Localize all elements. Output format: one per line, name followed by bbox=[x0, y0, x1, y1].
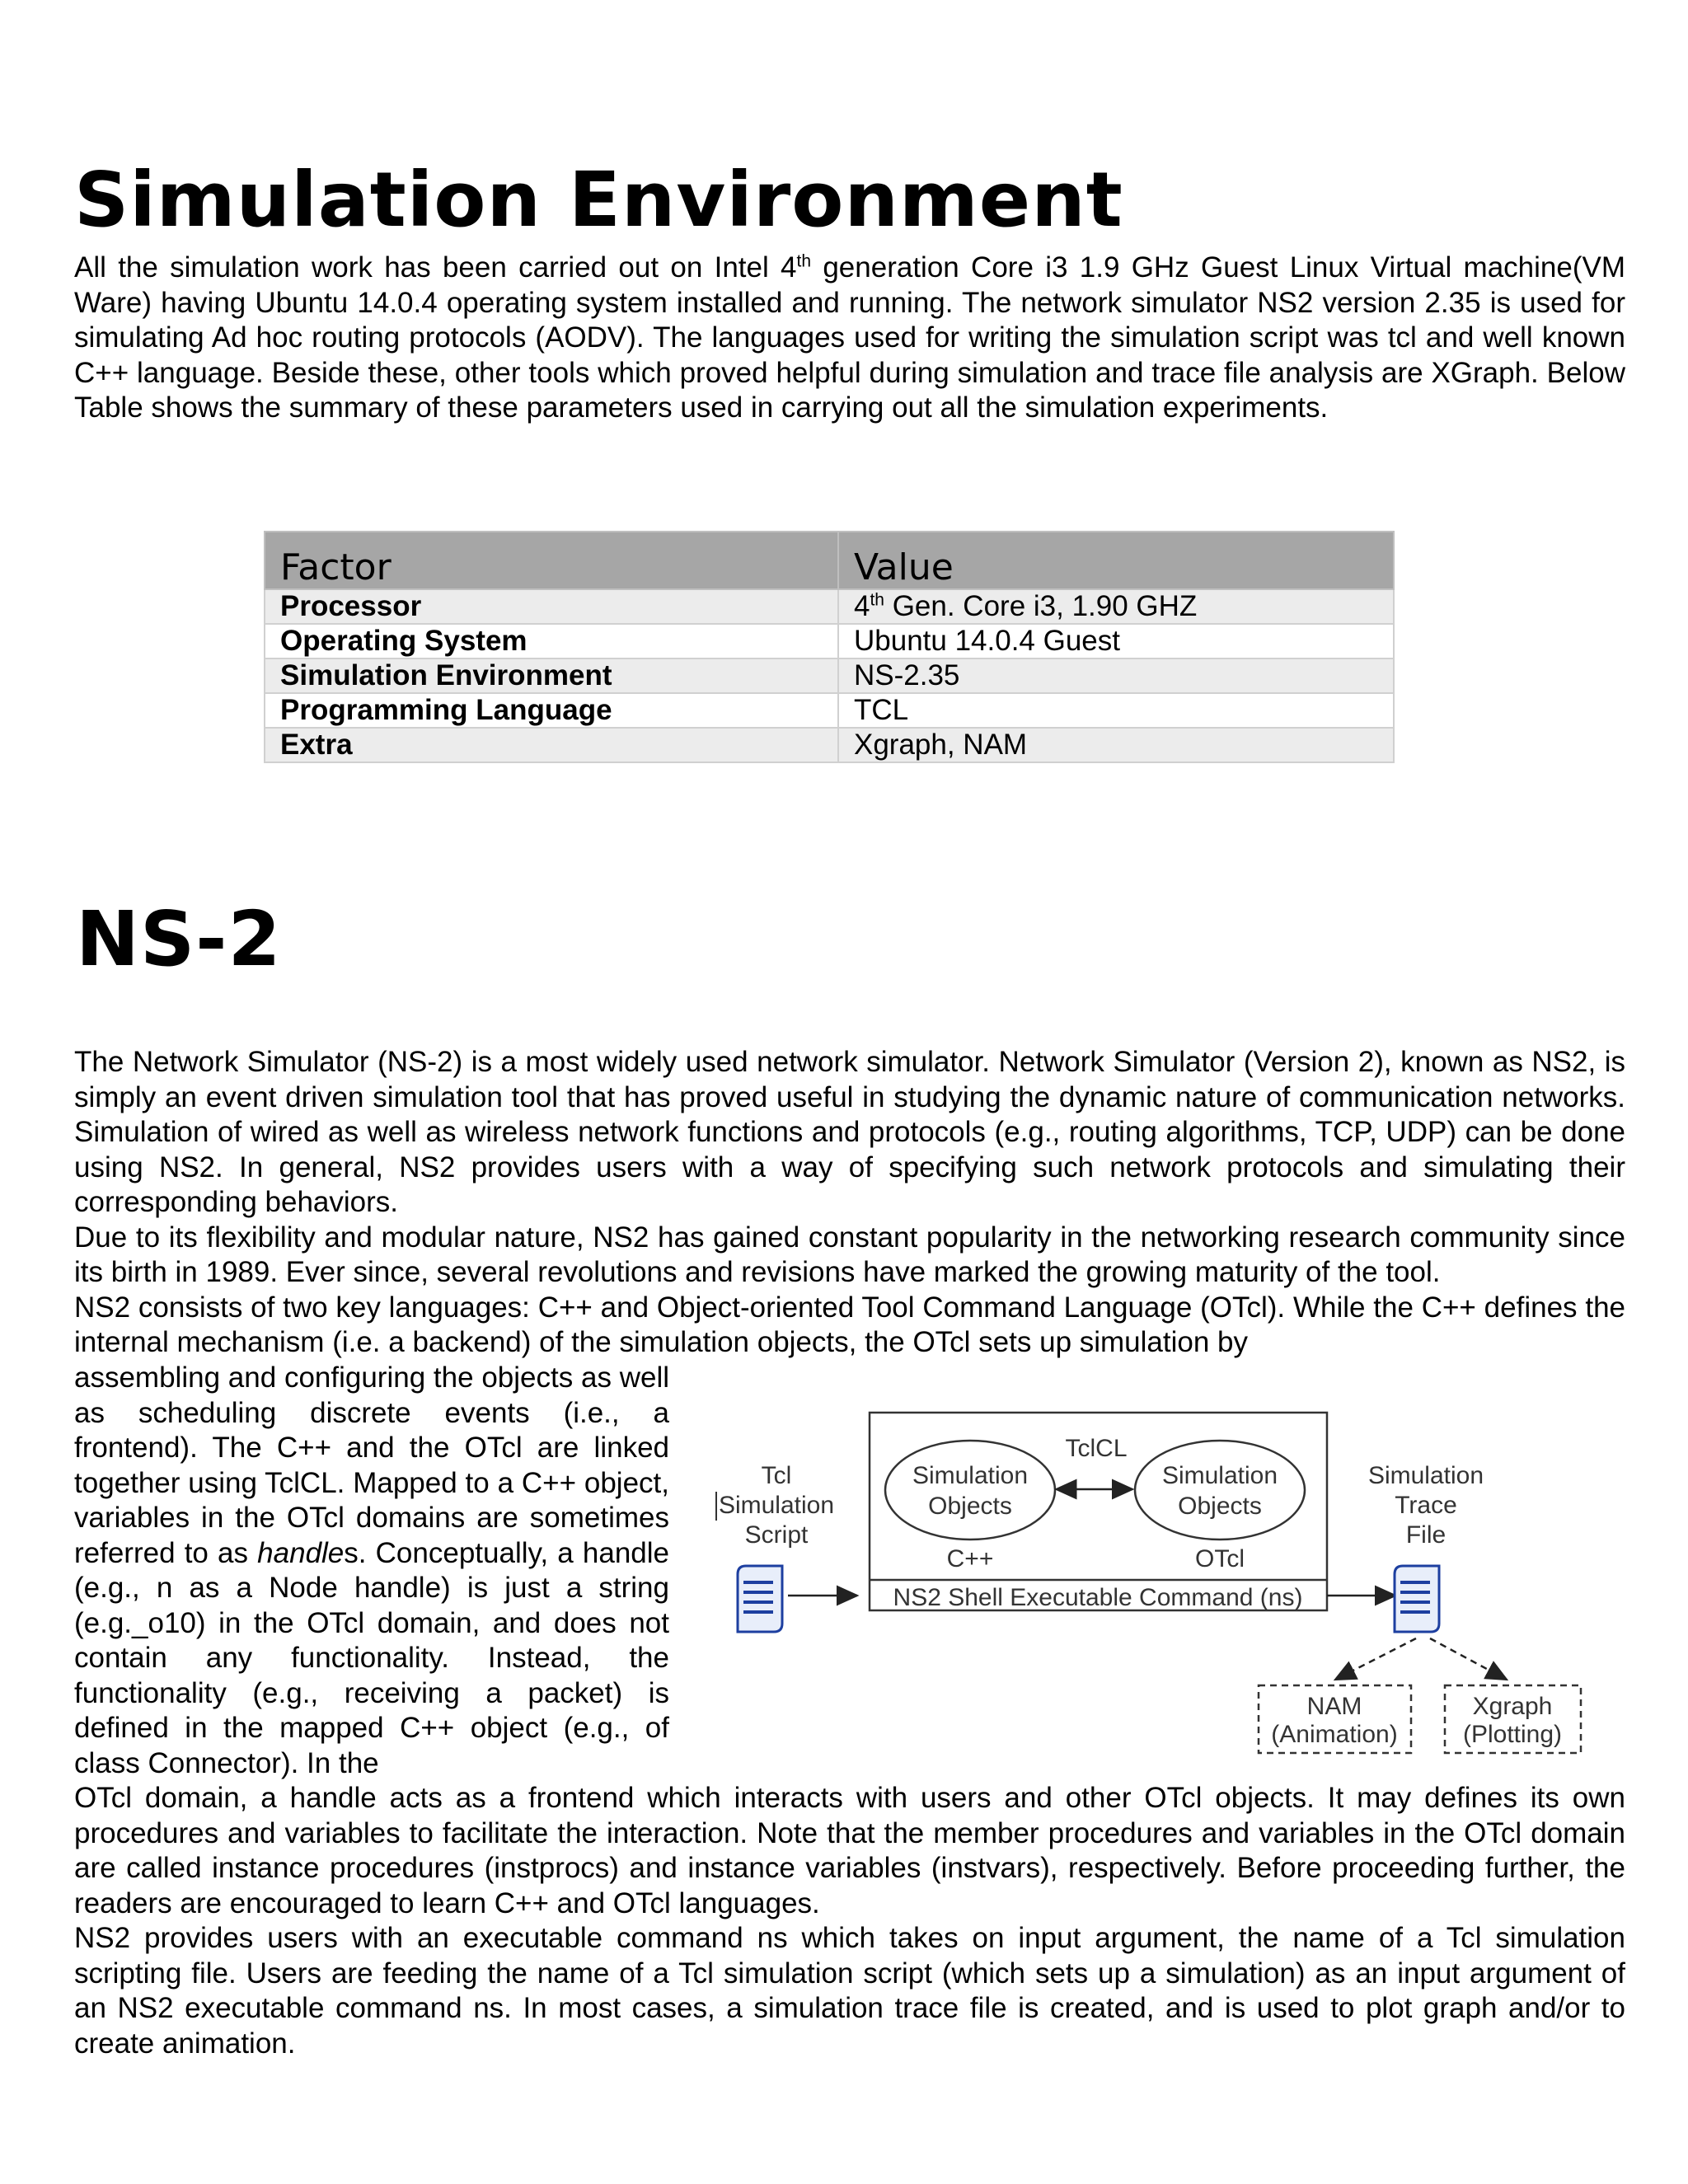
section-title-ns2: NS-2 bbox=[76, 895, 282, 983]
cpp-objects-ellipse bbox=[885, 1441, 1055, 1540]
label-otcl: OTcl bbox=[1195, 1545, 1245, 1572]
factor-cell: Extra bbox=[265, 728, 838, 762]
ns2-paragraph-3-lead: NS2 consists of two key languages: C++ and Object-oriented Tool Command Language (OTcl). While the C++ defines the internal mechanism (i.e. a backend) of the simulation objects, the OTcl sets up simulation by bbox=[74, 1291, 1625, 1358]
ns2-body-top bbox=[74, 1045, 1625, 1361]
label-xgraph: Xgraph bbox=[1472, 1693, 1553, 1720]
table-header-row bbox=[265, 532, 1394, 589]
label-tclcl: TclCL bbox=[1065, 1435, 1128, 1462]
parameters-table bbox=[264, 531, 1395, 763]
intro-text-b: generation Core i3 1.9 GHz Guest Linux Virtual machine(VM Ware) having Ubuntu 14.0.4 operating system installed and running. The network simulator NS2 version 2.35 is used for simulating Ad hoc routing protocols (AODV). The languages used for writing the simulation script was tcl and well known C++ language. Beside these, other tools which proved helpful during simulation and trace file analysis are XGraph. Below Table shows the summary of these parameters used in carrying out all the simulation experiments. bbox=[74, 251, 1625, 424]
value-cell bbox=[838, 589, 1394, 624]
section-title-simulation-environment: Simulation Environment bbox=[74, 156, 1123, 244]
intro-text-a: All the simulation work has been carried out on Intel 4 bbox=[74, 251, 797, 284]
table-row bbox=[265, 693, 1394, 728]
label-nam: NAM bbox=[1306, 1693, 1362, 1720]
factor-cell: Processor bbox=[265, 589, 838, 624]
value-cell: TCL bbox=[838, 693, 1394, 728]
value-cell: NS-2.35 bbox=[838, 658, 1394, 693]
label-tcl-simulation: Simulation bbox=[718, 1492, 835, 1519]
value-cell: Ubuntu 14.0.4 Guest bbox=[838, 624, 1394, 658]
table-row bbox=[265, 624, 1394, 658]
label-shell-command: NS2 Shell Executable Command (ns) bbox=[893, 1584, 1303, 1611]
label-tcl-script: Script bbox=[744, 1521, 809, 1549]
ns2-paragraph-4: NS2 provides users with an executable command ns which takes on input argument, the name of a Tcl simulation scripting file. Users are feeding the name of a Tcl simulation script (which sets up a simulation) as an input argument of an NS2 executable command ns. In most cases, a simulation trace file is created, and is used to plot graph and/or to create animation. bbox=[74, 1922, 1625, 2060]
ns2-paragraph-3-rest: OTcl domain, a handle acts as a frontend which interacts with users and other OTcl objects. It may defines its own procedures and variables to facilitate the interaction. Note that the member procedures and variables in the OTcl domain are called instance procedures (instprocs) and instance variables (instvars), respectively. Before proceeding further, the readers are encouraged to learn C++ and OTcl languages. bbox=[74, 1782, 1625, 1919]
ns2-paragraph-3-wrapped bbox=[74, 1361, 669, 1781]
label-trace-2: Trace bbox=[1395, 1492, 1457, 1519]
label-trace-1: Simulation bbox=[1367, 1462, 1484, 1489]
factor-cell: Simulation Environment bbox=[265, 658, 838, 693]
table-row bbox=[265, 658, 1394, 693]
label-tcl: Tcl bbox=[761, 1462, 792, 1489]
wrap-text-a: assembling and configuring the objects as well as scheduling discrete events (i.e., a frontend). The C++ and the OTcl are linked together using TclCL. Mapped to a C++ object, variables in the OTcl domains are sometimes referred to as bbox=[74, 1361, 669, 1569]
header-factor: Factor bbox=[265, 532, 838, 589]
label-otcl-objects-2: Objects bbox=[1178, 1493, 1262, 1520]
intro-superscript: th bbox=[796, 251, 812, 271]
value-prefix: 4 bbox=[854, 590, 870, 622]
value-text: Gen. Core i3, 1.90 GHZ bbox=[884, 590, 1198, 622]
wrap-text-b: s. Conceptually, a handle (e.g., n as a Node handle) is just a string (e.g._o10) in the OTcl domain, and does not contain any functionality. Instead, the functionality (e.g., receiving a packet) is defined in the mapped C++ object (e.g., of class Connector). In the bbox=[74, 1536, 669, 1779]
intro-paragraph bbox=[74, 251, 1625, 426]
factor-cell: Programming Language bbox=[265, 693, 838, 728]
label-otcl-objects-1: Simulation bbox=[1161, 1462, 1278, 1489]
ns2-body-bottom bbox=[74, 1781, 1625, 2061]
label-cpp: C++ bbox=[946, 1545, 994, 1572]
value-superscript: th bbox=[870, 590, 884, 610]
ns2-architecture-diagram bbox=[701, 1401, 1599, 1764]
trace-file-scroll-icon bbox=[1395, 1566, 1439, 1632]
wrap-italic: handle bbox=[257, 1536, 345, 1569]
table-row bbox=[265, 728, 1394, 762]
label-cpp-objects-1: Simulation bbox=[912, 1462, 1029, 1489]
ns2-paragraph-2: Due to its flexibility and modular nature, NS2 has gained constant popularity in the networking research community since its birth in 1989. Ever since, several revolutions and revisions have marked the growing maturity of the tool. bbox=[74, 1221, 1625, 1288]
factor-cell: Operating System bbox=[265, 624, 838, 658]
table-row bbox=[265, 589, 1394, 624]
label-nam-sub: (Animation) bbox=[1271, 1721, 1398, 1748]
header-value: Value bbox=[838, 532, 1394, 589]
ns2-paragraph-1: The Network Simulator (NS-2) is a most widely used network simulator. Network Simulator (Version 2), known as NS2, is simply an event driven simulation tool that has proved useful in studying the dynamic nature of communication networks. Simulation of wired as well as wireless network functions and protocols (e.g., routing algorithms, TCP, UDP) can be done using NS2. In general, NS2 provides users with a way of specifying such network protocols and simulating their corresponding behaviors. bbox=[74, 1046, 1625, 1218]
label-trace-3: File bbox=[1405, 1521, 1447, 1549]
script-scroll-icon bbox=[738, 1566, 782, 1632]
label-cpp-objects-2: Objects bbox=[928, 1493, 1012, 1520]
value-cell: Xgraph, NAM bbox=[838, 728, 1394, 762]
otcl-objects-ellipse bbox=[1135, 1441, 1305, 1540]
label-xgraph-sub: (Plotting) bbox=[1462, 1721, 1563, 1748]
